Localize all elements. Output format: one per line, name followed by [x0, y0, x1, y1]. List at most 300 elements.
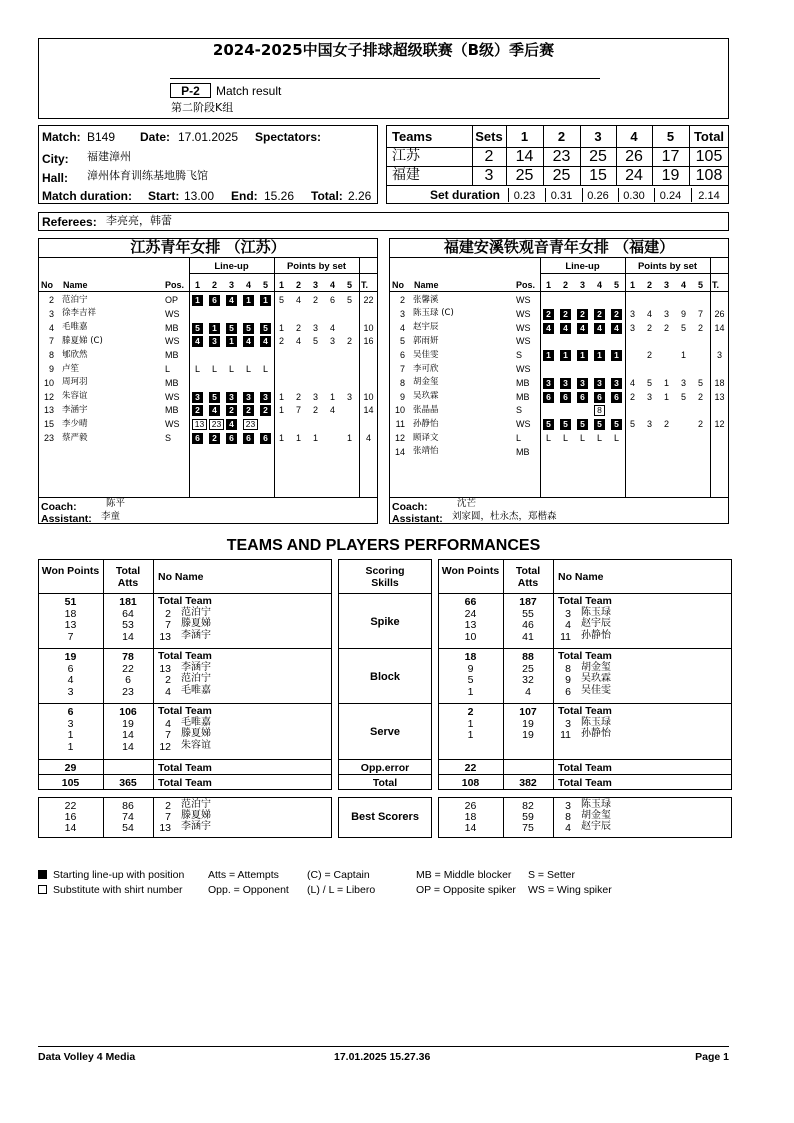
team-a-no-label: No	[41, 280, 53, 290]
team-a-lineup-libero: L	[194, 364, 200, 374]
team-a-block-name: 毛唯嘉	[181, 684, 211, 696]
team-b-block-name: 吴佳雯	[581, 684, 611, 696]
team-b-set-points: 2	[629, 391, 635, 402]
team-b-block-won: 9	[467, 662, 474, 675]
team-a-set-points: 1	[278, 391, 284, 402]
footer-rule	[38, 1046, 729, 1047]
team-b-block-no: 9	[565, 674, 571, 687]
team-b-block-atts: 25	[522, 662, 534, 675]
match-date: 17.01.2025	[178, 130, 239, 144]
team-a-serve-atts: 14	[122, 729, 134, 742]
won-points-header: Won Points	[41, 565, 100, 577]
team-a-lineup-position: 2	[209, 433, 220, 444]
legend-mb: MB = Middle blocker	[416, 869, 512, 881]
team-b-player-no: 4	[399, 322, 405, 333]
team-a-lineup-position: 6	[209, 295, 220, 306]
team-b-serve-no: 11	[560, 729, 571, 742]
set-duration-value: 0.24	[659, 190, 682, 202]
team-b-points-col: 1	[629, 280, 635, 290]
team-b-best-name: 陈玉琭	[581, 799, 611, 810]
team-a-lineup-position: 1	[192, 295, 203, 306]
team-a-set-points: 4	[295, 295, 301, 305]
team-a-set-points: 5	[312, 336, 318, 347]
team-b-serve-won: 2	[467, 706, 474, 718]
team-a-block-atts: 6	[125, 674, 131, 687]
team-b-block-no: 8	[565, 662, 571, 675]
score-header-cell: 1	[520, 129, 529, 144]
team-b-player-no: 8	[399, 377, 405, 388]
team-a-block-atts: 22	[122, 662, 134, 675]
team-a-lineup-position: 3	[192, 392, 203, 403]
team-a-block-name: Total Team	[158, 650, 212, 662]
perf-row-line	[338, 593, 432, 594]
team-a-lineup-divider	[189, 257, 190, 497]
team-a-player-no: 15	[43, 419, 54, 430]
team-a-block-won: 3	[67, 685, 74, 698]
team-b-total-atts: 382	[519, 777, 537, 789]
team-a-lineup-position: 3	[209, 336, 220, 347]
team-b-block-atts: 32	[522, 674, 534, 687]
team-a-name-label: Name	[63, 280, 88, 290]
team-b-lineup-label: Line-up	[565, 261, 600, 272]
team-b-serve-won: 1	[467, 717, 474, 730]
score-cell: 19	[661, 167, 680, 184]
team-a-player-no: 12	[43, 391, 54, 402]
team-b-lineup-position: 4	[560, 323, 571, 334]
team-a-opp-error-name: Total Team	[158, 762, 212, 774]
team-a-player-total: 10	[363, 322, 374, 333]
perf-row-line	[438, 774, 732, 775]
team-a-subhead-rule	[189, 273, 378, 274]
duration-label: Match duration:	[42, 189, 132, 203]
team-a-lineup-col: 3	[228, 280, 234, 290]
team-b-player-no: 10	[394, 405, 405, 416]
perf-row-line	[438, 593, 732, 594]
team-a-set-points: 5	[278, 295, 284, 305]
team-a-best-no: 13	[159, 822, 171, 834]
team-a-serve-won: 6	[67, 706, 74, 718]
team-b-player-no: 9	[399, 391, 405, 402]
set-duration-value: 0.26	[587, 190, 609, 202]
team-a-serve-name: 毛唯嘉	[181, 716, 211, 728]
team-a-assistant-name: 李童	[101, 511, 121, 522]
team-b-lineup-position: 5	[560, 419, 571, 430]
team-b-spike-name: 赵宇辰	[581, 618, 611, 630]
team-b-best-no: 3	[565, 800, 571, 812]
team-b-set-points: 2	[646, 322, 652, 333]
team-b-lineup-position: 5	[611, 419, 622, 430]
team-b-lineup-position: 3	[611, 378, 622, 389]
team-a-player-no: 8	[48, 350, 54, 361]
team-b-player-pos: WS	[516, 364, 531, 374]
team-a-points-divider	[274, 257, 275, 497]
team-b-no-label: No	[392, 280, 404, 290]
team-b-coach-rule	[389, 497, 729, 498]
team-a-lineup-position: 4	[192, 336, 203, 347]
team-b-player-total: 13	[714, 391, 725, 402]
team-a-coach-label: Coach:	[41, 501, 77, 513]
score-cell: 26	[625, 148, 643, 165]
perf-row-line	[38, 593, 332, 594]
team-b-t-label: T.	[712, 280, 720, 290]
team-b-lineup-position: 4	[611, 323, 622, 334]
team-a-team-title: 江苏青年女排 （江苏）	[130, 238, 286, 256]
page-title: 2024-2025中国女子排球超级联赛（B级）季后赛	[212, 41, 555, 59]
team-b-block-won: 18	[464, 651, 477, 663]
team-a-points-col: 4	[329, 280, 335, 290]
team-b-lineup-position: 1	[594, 350, 605, 361]
team-b-player-total: 12	[714, 419, 725, 430]
doc-type: Match result	[216, 84, 282, 98]
team-a-player-pos: WS	[165, 419, 180, 430]
score-cell: 3	[484, 167, 494, 184]
team-b-points-col: 5	[697, 280, 703, 290]
team-b-best-name: 赵宇辰	[581, 821, 611, 832]
team-b-lineup-position: 6	[577, 392, 588, 403]
team-b-set-points: 1	[663, 391, 669, 402]
score-cell: 14	[515, 148, 534, 165]
team-a-best-won: 22	[64, 800, 77, 812]
team-b-serve-name: 陈玉琭	[581, 716, 611, 728]
team-a-player-name: 范泊宁	[62, 294, 88, 305]
team-a-player-total: 4	[365, 433, 371, 443]
team-b-assistant-label: Assistant:	[392, 513, 443, 525]
team-b-set-points: 3	[629, 308, 635, 319]
perf-row-line	[338, 703, 432, 704]
set-duration-value: 0.23	[513, 190, 536, 202]
team-a-spike-won: 13	[64, 619, 77, 632]
team-a-spike-won: 18	[64, 607, 77, 620]
team-b-player-no: 5	[399, 336, 405, 347]
legend-atts: Atts = Attempts	[208, 869, 279, 881]
team-a-block-name: 李涵宇	[181, 661, 211, 673]
team-b-set-points: 2	[663, 322, 669, 333]
total-label: Total:	[311, 189, 343, 203]
team-b-player-pos: WS	[516, 322, 531, 333]
score-cell: 25	[515, 167, 534, 184]
doc-code: P-2	[181, 84, 200, 98]
team-b-player-pos: MB	[516, 377, 530, 388]
team-a-lineup-position: 5	[209, 392, 220, 403]
team-a-lineup-position: 2	[243, 405, 254, 416]
team-b-player-pos: WS	[516, 419, 531, 430]
team-a-set-points: 4	[295, 336, 301, 347]
performance-title: TEAMS AND PLAYERS PERFORMANCES	[226, 537, 541, 554]
team-a-serve-won: 1	[67, 740, 74, 753]
team-a-player-no: 3	[48, 308, 54, 319]
team-a-lineup-position: 1	[243, 295, 254, 306]
team-a-serve-atts: 106	[119, 706, 137, 718]
team-a-spike-won: 7	[67, 630, 74, 643]
team-b-player-name: 胡金玺	[413, 377, 439, 388]
spectators-label: Spectators:	[255, 130, 322, 144]
team-b-points-col: 2	[646, 280, 652, 290]
score-cell: 108	[695, 167, 723, 184]
team-a-set-points: 1	[329, 391, 335, 402]
score-header-cell: 3	[594, 129, 602, 144]
team-a-player-no: 9	[48, 364, 54, 374]
team-b-player-name: 张晶晶	[413, 404, 439, 415]
team-a-set-points: 4	[329, 405, 335, 416]
team-b-lineup-position: 1	[543, 350, 554, 361]
team-a-lineup-col: 4	[245, 280, 251, 290]
team-b-player-name: 赵宇辰	[413, 322, 439, 333]
team-a-player-total: 14	[363, 405, 374, 416]
team-b-player-pos: S	[516, 405, 523, 416]
team-a-block-name: 范泊宁	[181, 673, 211, 685]
footer-center: 17.01.2025 15.27.36	[334, 1051, 431, 1063]
team-b-set-points: 4	[646, 308, 652, 319]
team-b-set-points: 5	[680, 391, 686, 402]
perf-row-line	[38, 648, 332, 649]
team-a-set-points: 1	[295, 433, 301, 443]
total-value: 2.26	[348, 189, 372, 203]
team-a-set-points: 2	[312, 405, 318, 416]
score-cell: 17	[661, 148, 680, 165]
team-a-block-no: 4	[165, 685, 171, 698]
team-a-spike-won: 51	[64, 596, 77, 608]
team-b-total-won: 108	[461, 777, 480, 789]
team-b-spike-atts: 55	[522, 607, 534, 620]
team-b-player-name: 郭雨妍	[413, 335, 439, 346]
team-b-best-atts: 75	[522, 822, 534, 834]
team-b-lineup-position: 5	[577, 419, 588, 430]
team-b-spike-won: 10	[464, 630, 477, 643]
team-b-best-won: 18	[464, 811, 477, 823]
team-a-best-atts: 86	[122, 800, 134, 812]
team-b-lineup-col: 5	[613, 280, 619, 290]
team-b-set-points: 3	[646, 391, 652, 402]
total-atts-header: Total Atts	[115, 565, 141, 589]
team-a-lineup-position: 3	[226, 392, 237, 403]
team-b-best-atts: 82	[522, 800, 534, 812]
no-name-header: No Name	[158, 571, 204, 583]
score-header-cell: Total	[693, 129, 725, 144]
team-a-spike-no: 2	[165, 607, 171, 620]
perf-row-line	[438, 648, 732, 649]
team-b-player-no: 6	[399, 350, 405, 361]
team-a-set-points: 2	[295, 322, 301, 333]
score-cell: 25	[589, 148, 607, 165]
team-b-total-name: Total Team	[558, 777, 612, 789]
perf-row-line	[38, 759, 332, 760]
team-a-best-name: 范泊宁	[181, 799, 211, 810]
legend-opp: Opp. = Opponent	[208, 884, 289, 896]
team-a-head-rule	[38, 291, 378, 292]
footer-right: Page 1	[695, 1051, 729, 1063]
team-b-lineup-position: 8	[594, 405, 605, 416]
team-b-best-won: 26	[464, 800, 477, 812]
team-b-player-total: 3	[716, 350, 722, 361]
team-a-lineup-libero: L	[262, 364, 268, 374]
skill-serve: Serve	[370, 726, 400, 738]
team-b-player-total: 18	[714, 377, 725, 388]
team-a-serve-won: 3	[67, 717, 74, 730]
team-b-lineup-position: 3	[594, 378, 605, 389]
end-value: 15.26	[264, 189, 295, 203]
stage-label: 第二阶段K组	[171, 101, 234, 114]
team-b-player-no: 11	[395, 419, 405, 430]
team-a-player-pos: OP	[165, 295, 179, 305]
team-a-lineup-position: 6	[260, 433, 271, 444]
team-b-spike-atts: 187	[519, 596, 537, 608]
team-a-player-pos: WS	[165, 336, 180, 347]
team-a-set-points: 6	[329, 295, 335, 305]
team-b-lineup-position: 2	[611, 309, 622, 320]
team-a-lineup-position: 6	[192, 433, 203, 444]
team-b-best-no: 8	[565, 811, 571, 823]
referees-label: Referees:	[42, 215, 97, 229]
team-a-best-atts: 54	[122, 822, 134, 834]
team-a-player-name: 郇欣然	[62, 349, 88, 360]
team-b-lineup-libero: L	[596, 433, 602, 443]
team-b-spike-no: 4	[565, 619, 571, 632]
team-a-player-total: 16	[363, 336, 374, 347]
team-a-lineup-position: 4	[226, 419, 237, 430]
team-b-player-total: 14	[714, 322, 725, 333]
team-b-serve-atts: 19	[522, 717, 534, 730]
team-b-player-pos: L	[516, 433, 522, 443]
team-a-set-points: 2	[295, 391, 301, 402]
team-b-pos-label: Pos.	[516, 280, 536, 290]
perf-row-line	[338, 774, 432, 775]
team-b-set-points: 5	[697, 377, 703, 388]
team-a-serve-name: 朱容谊	[181, 739, 211, 751]
set-duration-value: 0.30	[623, 190, 645, 202]
team-a-player-pos: L	[165, 364, 171, 374]
team-a-block-atts: 23	[122, 685, 134, 698]
team-a-serve-no: 4	[165, 717, 171, 730]
team-b-points-col: 3	[663, 280, 669, 290]
team-b-block-name: Total Team	[558, 650, 612, 662]
team-a-set-points: 1	[346, 433, 352, 443]
set-duration-label: Set duration	[430, 188, 501, 202]
team-b-points-label: Points by set	[637, 261, 698, 272]
header-rule	[170, 78, 600, 79]
team-b-lineup-position: 5	[594, 419, 605, 430]
team-b-head-rule	[389, 291, 729, 292]
team-a-set-points: 1	[278, 405, 284, 416]
team-a-lineup-position: 5	[243, 323, 254, 334]
perf-row-line	[438, 759, 732, 760]
score-cell: 25	[552, 167, 571, 184]
team-b-lineup-position: 1	[611, 350, 622, 361]
team-b-set-points: 2	[697, 391, 703, 402]
team-b-player-name: 顾译文	[413, 432, 439, 443]
team-b-subhead-rule	[540, 273, 729, 274]
team-a-spike-name: 范泊宁	[181, 606, 211, 618]
team-a-lineup-position: 2	[260, 405, 271, 416]
team-a-best-atts: 74	[122, 811, 134, 823]
team-a-player-name: 蔡严毅	[62, 432, 88, 443]
team-a-best-name: 李涵宇	[181, 821, 211, 832]
team-b-serve-atts: 107	[519, 706, 537, 718]
team-a-set-points: 3	[346, 391, 352, 402]
team-b-serve-name: Total Team	[558, 705, 612, 717]
team-a-spike-name: 李涵宇	[181, 629, 211, 641]
scoring-skills-header: Scoring Skills	[365, 565, 405, 589]
team-b-spike-atts: 46	[522, 619, 534, 632]
team-a-serve-atts: 14	[122, 740, 134, 753]
team-b-player-name: 吴佳雯	[413, 349, 439, 360]
team-a-player-no: 13	[43, 405, 54, 416]
team-a-points-col: 2	[295, 280, 301, 290]
team-b-spike-won: 13	[464, 619, 477, 632]
team-a-lineup-position: 5	[260, 323, 271, 334]
team-a-player-pos: MB	[165, 322, 179, 333]
team-a-block-atts: 78	[122, 651, 134, 663]
referees-value: 李亮亮，韩蕾	[106, 214, 172, 227]
team-b-title-rule	[389, 257, 729, 258]
team-a-coach-rule	[38, 497, 378, 498]
team-a-player-pos: MB	[165, 377, 179, 388]
team-b-best-atts: 59	[522, 811, 534, 823]
team-a-t-label: T.	[361, 280, 369, 290]
team-b-lineup-position: 2	[594, 309, 605, 320]
best-col-line	[153, 797, 154, 838]
team-b-player-name: 陈玉琭 (C)	[413, 308, 454, 319]
team-a-block-no: 2	[165, 674, 171, 687]
team-b-lineup-divider	[540, 257, 541, 497]
team-a-lineup-libero: L	[228, 364, 234, 374]
team-b-player-name: 吴玖霖	[413, 391, 439, 402]
team-b-player-name: 孙静怡	[413, 418, 439, 429]
total-label: Total	[372, 777, 398, 789]
team-a-lineup-position: 2	[192, 405, 203, 416]
team-a-block-won: 6	[67, 662, 74, 675]
set-duration-value: 0.31	[550, 190, 573, 202]
score-cell: 2	[484, 148, 494, 165]
team-a-assistant-label: Assistant:	[41, 513, 92, 525]
team-a-best-no: 2	[165, 800, 171, 812]
team-a-player-name: 李少晴	[62, 418, 88, 429]
team-a-player-no: 2	[48, 295, 54, 305]
team-a-lineup-position: 23	[243, 419, 258, 430]
no-name-header: No Name	[558, 571, 604, 583]
team-a-block-won: 4	[67, 674, 74, 687]
team-b-spike-won: 66	[464, 596, 477, 608]
team-b-player-no: 12	[394, 433, 405, 443]
team-b-lineup-libero: L	[613, 433, 619, 443]
team-a-lineup-position: 2	[226, 405, 237, 416]
team-a-lineup-position: 1	[209, 323, 220, 334]
team-b-spike-name: Total Team	[558, 595, 612, 607]
team-a-player-no: 7	[48, 336, 54, 347]
legend-ws: WS = Wing spiker	[528, 884, 612, 896]
team-a-points-col: 3	[312, 280, 318, 290]
team-b-spike-name: 孙静怡	[581, 629, 611, 641]
score-header-cell: 5	[666, 129, 675, 144]
team-b-serve-won: 1	[467, 729, 474, 742]
legend-s: S = Setter	[528, 869, 575, 881]
perf-row-line	[338, 759, 432, 760]
team-a-lineup-col: 5	[262, 280, 268, 290]
team-b-lineup-position: 1	[560, 350, 571, 361]
legend-op: OP = Opposite spiker	[416, 884, 516, 896]
team-b-coach-name: 沈芒	[457, 498, 477, 509]
team-b-set-points: 1	[680, 350, 686, 361]
team-a-serve-name: 滕夏娣	[181, 728, 211, 740]
team-b-block-atts: 88	[522, 651, 534, 663]
end-label: End:	[231, 189, 258, 203]
team-b-lineup-position: 4	[594, 323, 605, 334]
team-b-set-points: 5	[680, 322, 686, 333]
team-b-block-name: 胡金玺	[581, 661, 611, 673]
team-b-total-divider	[710, 257, 711, 497]
city-value: 福建漳州	[87, 150, 131, 163]
team-a-player-name: 毛唯嘉	[62, 322, 88, 333]
team-b-player-no: 2	[399, 295, 405, 305]
